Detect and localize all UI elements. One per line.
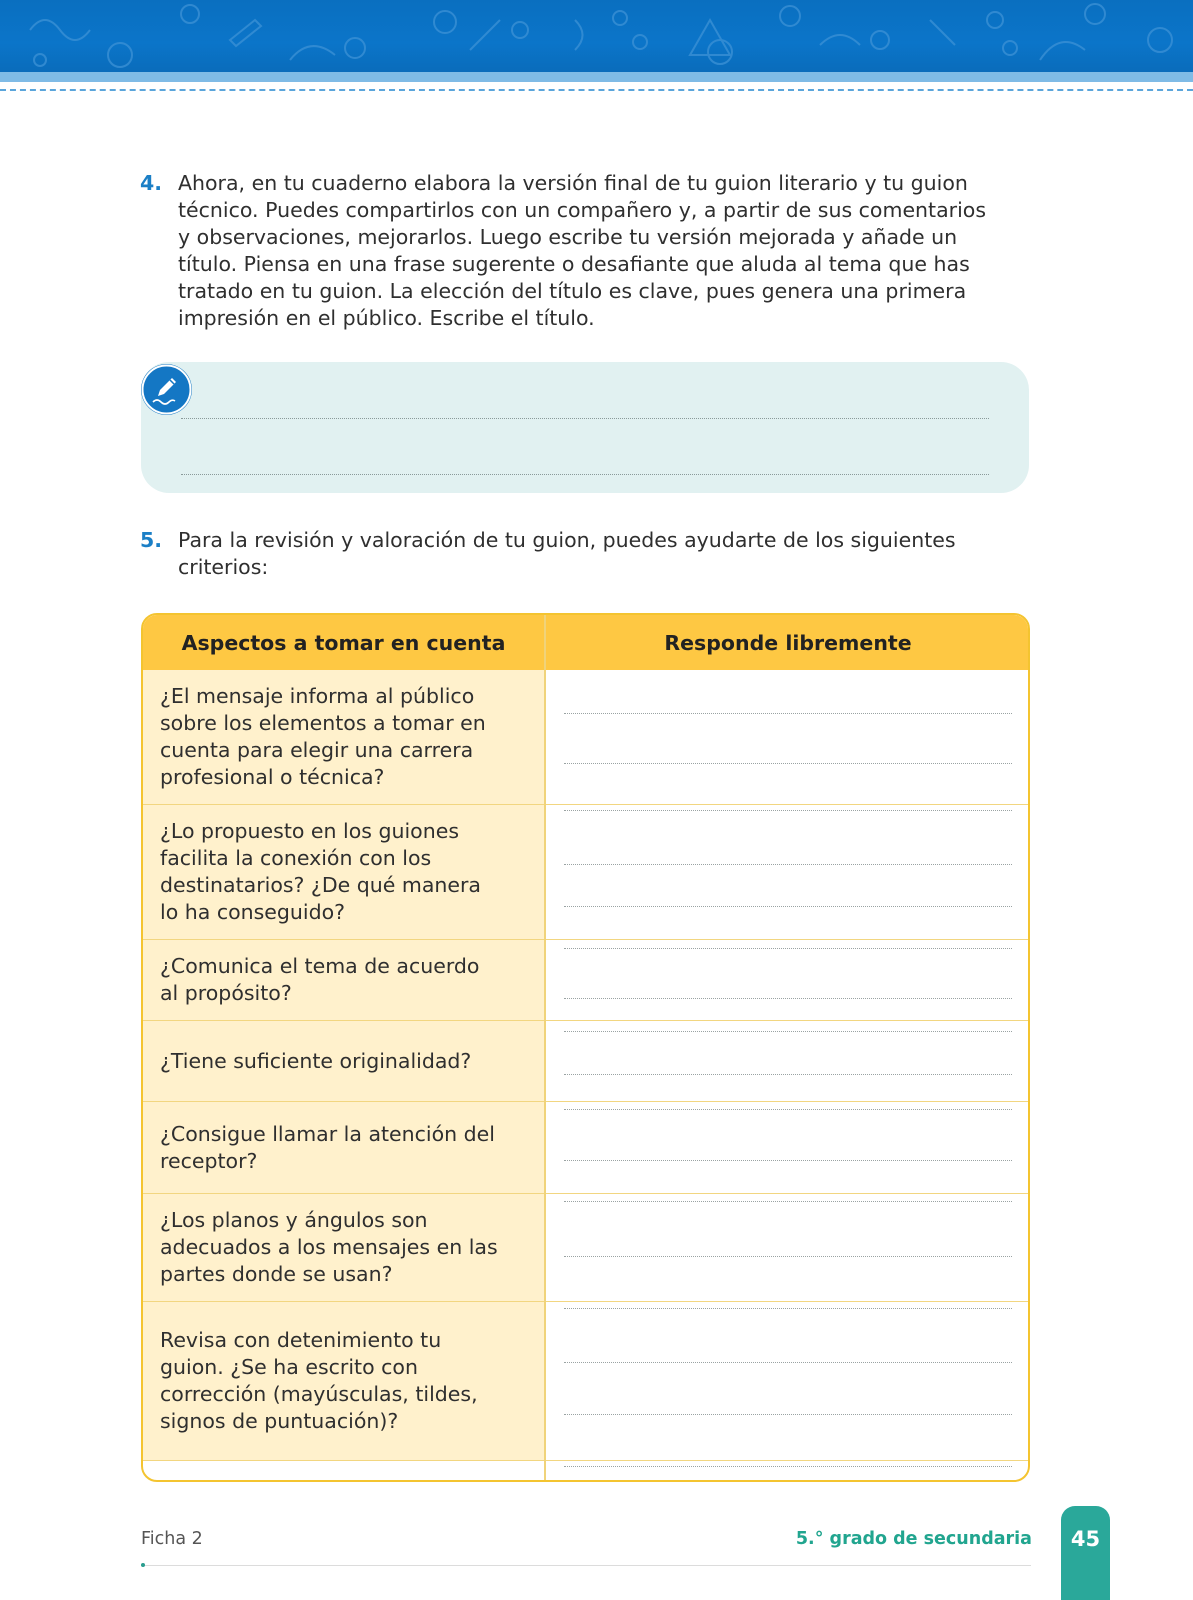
column-divider [544,615,546,1482]
row-line: guion. ¿Se ha escrito con [160,1355,418,1379]
answer-line[interactable] [564,1201,1012,1202]
row-line: facilita la conexión con los [160,846,432,870]
question-line: tratado en tu guion. La elección del título es clave, pues genera una primera [178,279,967,303]
question-line: impresión en el público. Escribe el título. [178,306,595,330]
answer-line[interactable] [564,1160,1012,1161]
school-doodle-pattern [0,0,1193,72]
answer-line[interactable] [564,763,1012,764]
question-text [178,527,1030,581]
row-line: ¿Comunica el tema de acuerdo [160,954,480,978]
title-answer-line[interactable] [181,474,989,475]
question-line: título. Piensa en una frase sugerente o desafiante que aluda al tema que has [178,252,970,276]
answer-line[interactable] [564,948,1012,949]
question-line: Para la revisión y valoración de tu guion, puedes ayudarte de los siguientes [178,528,956,552]
table-row-question [143,1302,544,1460]
table-header-aspects: Aspectos a tomar en cuenta [143,615,544,670]
row-line: sobre los elementos a tomar en [160,711,486,735]
footer-grade-label: 5.° grado de secundaria [795,1529,1032,1549]
question-text [178,170,1030,332]
title-answer-line[interactable] [181,418,989,419]
answer-line[interactable] [564,864,1012,865]
row-line: receptor? [160,1148,258,1173]
question-4 [140,170,1030,332]
header-dashed-divider [0,89,1193,91]
table-row-question [143,1102,544,1193]
page-number: 45 [1070,1527,1101,1551]
row-line: lo ha conseguido? [160,900,346,924]
row-line: profesional o técnica? [160,765,385,789]
answer-line[interactable] [564,1074,1012,1075]
table-row-question [143,940,544,1020]
pencil-icon [141,364,192,415]
question-5 [140,527,1030,581]
footer-divider [141,1565,1031,1566]
footer-dot [141,1563,145,1567]
row-line: adecuados a los mensajes en las [160,1235,498,1259]
table-row-question [143,1194,544,1301]
row-line: destinatarios? ¿De qué manera [160,873,481,897]
table-row-question [143,805,544,939]
answer-line[interactable] [564,906,1012,907]
answer-line[interactable] [564,1466,1012,1467]
question-number: 4. [140,171,163,195]
answer-line[interactable] [564,1256,1012,1257]
row-line: ¿Los planos y ángulos son [160,1208,428,1232]
question-line: criterios: [178,555,269,579]
row-line: ¿El mensaje informa al público [160,684,475,708]
row-line: ¿Consigue llamar la atención del [160,1121,495,1146]
footer-sheet-label: Ficha 2 [141,1529,203,1549]
question-line: Ahora, en tu cuaderno elabora la versión final de tu guion literario y tu guion [178,171,968,195]
header-band [0,0,1193,72]
header-strip [0,72,1193,82]
criteria-table [141,613,1030,1482]
row-line: partes donde se usan? [160,1262,393,1286]
row-line: al propósito? [160,981,292,1005]
answer-line[interactable] [564,1362,1012,1363]
row-divider [143,1460,1030,1461]
question-line: técnico. Puedes compartirlos con un compañero y, a partir de sus comentarios [178,198,986,222]
answer-line[interactable] [564,1414,1012,1415]
table-row-question [143,670,544,804]
answer-line[interactable] [564,1109,1012,1110]
answer-line[interactable] [564,713,1012,714]
answer-line[interactable] [564,1031,1012,1032]
row-line: corrección (mayúsculas, tildes, [160,1382,478,1406]
answer-line[interactable] [564,1308,1012,1309]
question-number: 5. [140,528,163,552]
table-row-question [143,1021,544,1101]
row-line: cuenta para elegir una carrera [160,738,474,762]
row-line: ¿Tiene suficiente originalidad? [160,1048,472,1073]
row-line: Revisa con detenimiento tu [160,1328,442,1352]
row-line: signos de puntuación)? [160,1409,399,1433]
answer-line[interactable] [564,810,1012,811]
question-line: y observaciones, mejorarlos. Luego escribe tu versión mejorada y añade un [178,225,958,249]
row-line: ¿Lo propuesto en los guiones [160,819,460,843]
answer-line[interactable] [564,998,1012,999]
table-header-answers: Responde libremente [546,615,1030,670]
page-number-tab [1061,1506,1110,1600]
